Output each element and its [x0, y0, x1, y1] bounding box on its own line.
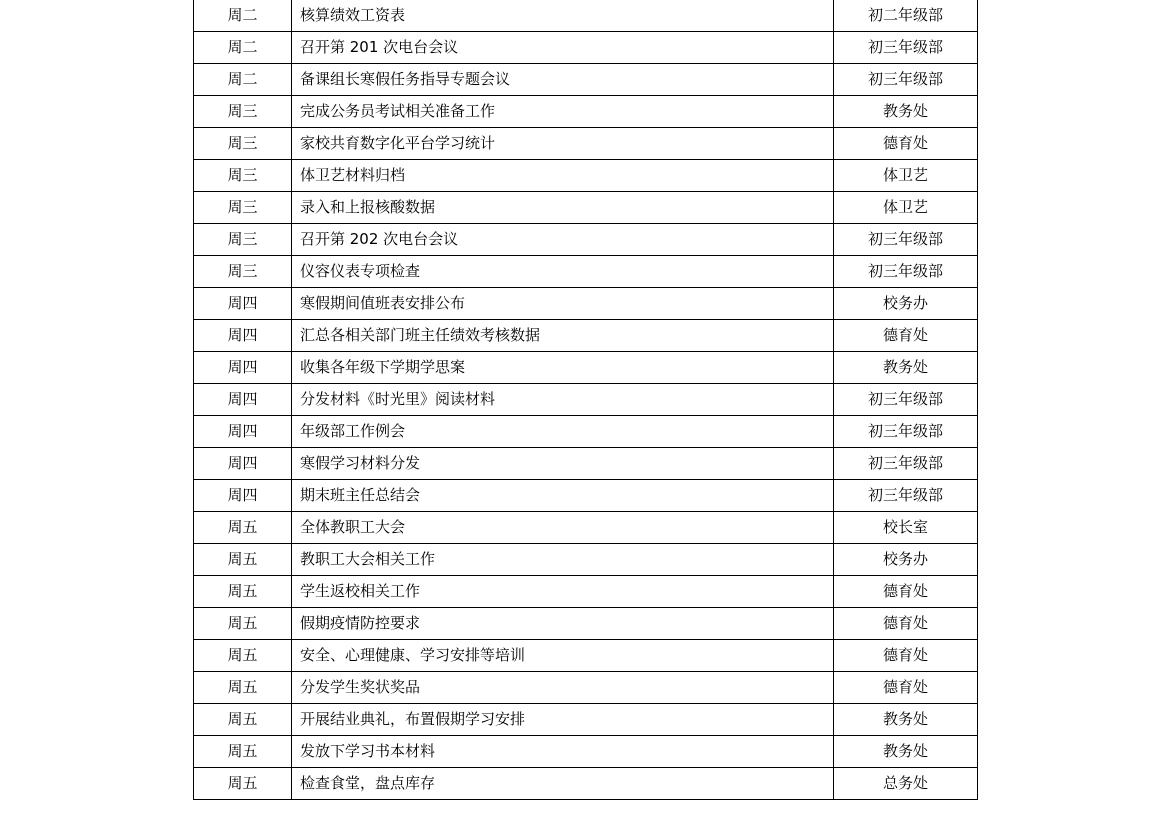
table-row: [194, 64, 978, 96]
day-cell: 周三: [194, 256, 292, 288]
task-cell: 分发材料《时光里》阅读材料: [292, 384, 834, 416]
table-row: [194, 544, 978, 576]
table-row: [194, 608, 978, 640]
table-row: [194, 160, 978, 192]
task-cell: 安全、心理健康、学习安排等培训: [292, 640, 834, 672]
day-cell: 周五: [194, 768, 292, 800]
day-cell: 周三: [194, 96, 292, 128]
table-row: [194, 512, 978, 544]
task-cell: 寒假学习材料分发: [292, 448, 834, 480]
day-cell: 周四: [194, 416, 292, 448]
day-cell: 周五: [194, 704, 292, 736]
task-cell: 学生返校相关工作: [292, 576, 834, 608]
day-cell: 周二: [194, 64, 292, 96]
department-cell: 初三年级部: [834, 224, 978, 256]
table-row: [194, 96, 978, 128]
day-cell: 周四: [194, 448, 292, 480]
department-cell: 教务处: [834, 704, 978, 736]
task-cell: 检查食堂，盘点库存: [292, 768, 834, 800]
table-row: [194, 288, 978, 320]
department-cell: 初二年级部: [834, 0, 978, 32]
task-cell: 录入和上报核酸数据: [292, 192, 834, 224]
task-cell: 收集各年级下学期学思案: [292, 352, 834, 384]
table-row: [194, 704, 978, 736]
day-cell: 周五: [194, 544, 292, 576]
department-cell: 初三年级部: [834, 32, 978, 64]
schedule-table: [193, 0, 978, 800]
department-cell: 初三年级部: [834, 448, 978, 480]
department-cell: 德育处: [834, 608, 978, 640]
department-cell: 初三年级部: [834, 416, 978, 448]
table-row: [194, 128, 978, 160]
department-cell: 初三年级部: [834, 480, 978, 512]
task-cell: 开展结业典礼，布置假期学习安排: [292, 704, 834, 736]
day-cell: 周四: [194, 320, 292, 352]
task-cell: 核算绩效工资表: [292, 0, 834, 32]
table-row: [194, 736, 978, 768]
day-cell: 周五: [194, 576, 292, 608]
department-cell: 德育处: [834, 640, 978, 672]
table-row: [194, 640, 978, 672]
department-cell: 初三年级部: [834, 384, 978, 416]
day-cell: 周四: [194, 352, 292, 384]
day-cell: 周五: [194, 640, 292, 672]
day-cell: 周五: [194, 512, 292, 544]
department-cell: 德育处: [834, 576, 978, 608]
task-cell: 完成公务员考试相关准备工作: [292, 96, 834, 128]
table-row: [194, 448, 978, 480]
schedule-table-body: [194, 0, 978, 800]
department-cell: 体卫艺: [834, 192, 978, 224]
day-cell: 周五: [194, 672, 292, 704]
day-cell: 周三: [194, 160, 292, 192]
table-row: [194, 320, 978, 352]
task-cell: 分发学生奖状奖品: [292, 672, 834, 704]
task-cell: 假期疫情防控要求: [292, 608, 834, 640]
department-cell: 校务办: [834, 544, 978, 576]
department-cell: 德育处: [834, 320, 978, 352]
department-cell: 教务处: [834, 352, 978, 384]
table-row: [194, 416, 978, 448]
department-cell: 德育处: [834, 672, 978, 704]
department-cell: 教务处: [834, 96, 978, 128]
department-cell: 初三年级部: [834, 64, 978, 96]
department-cell: 校长室: [834, 512, 978, 544]
task-cell: 召开第 202 次电台会议: [292, 224, 834, 256]
day-cell: 周三: [194, 128, 292, 160]
table-row: [194, 672, 978, 704]
table-row: [194, 576, 978, 608]
day-cell: 周三: [194, 224, 292, 256]
day-cell: 周三: [194, 192, 292, 224]
task-cell: 期末班主任总结会: [292, 480, 834, 512]
department-cell: 德育处: [834, 128, 978, 160]
table-row: [194, 0, 978, 32]
task-cell: 备课组长寒假任务指导专题会议: [292, 64, 834, 96]
department-cell: 校务办: [834, 288, 978, 320]
table-row: [194, 256, 978, 288]
department-cell: 教务处: [834, 736, 978, 768]
day-cell: 周五: [194, 736, 292, 768]
task-cell: 仪容仪表专项检查: [292, 256, 834, 288]
task-cell: 家校共育数字化平台学习统计: [292, 128, 834, 160]
day-cell: 周四: [194, 480, 292, 512]
department-cell: 总务处: [834, 768, 978, 800]
task-cell: 寒假期间值班表安排公布: [292, 288, 834, 320]
day-cell: 周五: [194, 608, 292, 640]
day-cell: 周四: [194, 384, 292, 416]
task-cell: 全体教职工大会: [292, 512, 834, 544]
table-row: [194, 384, 978, 416]
department-cell: 体卫艺: [834, 160, 978, 192]
table-row: [194, 480, 978, 512]
task-cell: 年级部工作例会: [292, 416, 834, 448]
day-cell: 周二: [194, 32, 292, 64]
task-cell: 发放下学习书本材料: [292, 736, 834, 768]
table-row: [194, 32, 978, 64]
day-cell: 周二: [194, 0, 292, 32]
table-row: [194, 224, 978, 256]
task-cell: 教职工大会相关工作: [292, 544, 834, 576]
department-cell: 初三年级部: [834, 256, 978, 288]
day-cell: 周四: [194, 288, 292, 320]
table-row: [194, 768, 978, 800]
task-cell: 体卫艺材料归档: [292, 160, 834, 192]
table-row: [194, 192, 978, 224]
task-cell: 汇总各相关部门班主任绩效考核数据: [292, 320, 834, 352]
task-cell: 召开第 201 次电台会议: [292, 32, 834, 64]
table-row: [194, 352, 978, 384]
